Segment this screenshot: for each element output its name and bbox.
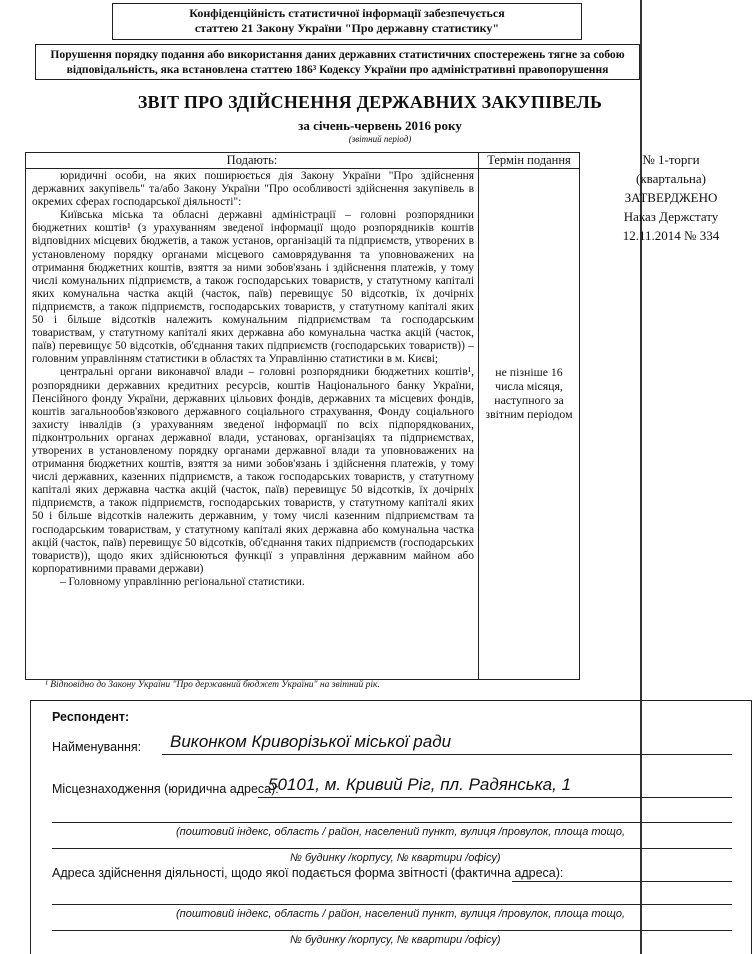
name-underline: [162, 754, 732, 755]
actual-address-label: Адреса здійснення діяльності, щодо якої подається форма звітності (фактична адреса):: [52, 866, 564, 880]
form-number: № 1-торги: [642, 152, 700, 167]
address-line: [52, 822, 732, 823]
deadline-text: не пізніше 16 числа місяця, наступного за звітним періодом: [485, 365, 573, 421]
submitters-paragraph: юридичні особи, на яких поширюється дія Закону України "Про здійснення державних закупівель" та/або Закону України "Про особливості здійснення закупівель в окремих сферах господарської діяльності":: [32, 170, 474, 209]
address-line: [52, 904, 732, 905]
location-label: Місцезнаходження (юридична адреса):: [52, 782, 279, 796]
liability-line2: відповідальність, яка встановлена статтею 186³ Кодексу України про адміністративні правопорушення: [66, 63, 609, 76]
location-field[interactable]: 50101, м. Кривий Ріг, пл. Радянська, 1: [268, 775, 572, 794]
form-frequency: (квартальна): [636, 171, 706, 186]
liability-box: [35, 44, 640, 80]
respondent-heading: Респондент:: [52, 710, 130, 724]
column-header-submitters: Подають:: [226, 153, 278, 167]
confidentiality-line2: статтею 21 Закону України "Про державну статистику": [194, 21, 500, 35]
address-line: [52, 848, 732, 849]
form-date: 12.11.2014 № 334: [622, 228, 720, 243]
address-line: [52, 930, 732, 931]
submitters-paragraph: – Головному управлінню регіональної статистики.: [60, 575, 305, 588]
address-hint: (поштовий індекс, область / район, населений пункт, вулиця /провулок, площа тощо,: [176, 908, 626, 920]
column-divider: [478, 153, 479, 679]
liability-line1: Порушення порядку подання або використання даних державних статистичних спостережень тягне за собою: [50, 48, 625, 61]
address-hint: № будинку /корпусу, № квартири /офісу): [290, 852, 501, 864]
actual-address-underline: [512, 881, 732, 882]
submitters-paragraph: Київська міська та обласні державні адміністрації – головні розпорядники бюджетних коштів¹ (з урахуванням зведеної інформації щодо розпорядників коштів відповідних місцевих бюджетів, а також установ, організацій та підприємств, утворених в установленому порядку органами місцевого самоврядування та уповноважених на отримання бюджетних коштів, взяття за ними зобов'язань і здійснення платежів, у тому числі комунальних підприємств, а також господарських товариств, у статутному капіталі яких комунальна частка акцій (часток, паїв) перевищує 50 відсотків, їх дочірніх підприємств, а також підприємств, господарських товариств, у статутному капіталі яких 50 і більше відсотків належить комунальним підприємствам та господарським товариствам, у статутному капіталі яких державна або комунальна частка акцій (часток, паїв) перевищує 50 відсотків, об'єднання таких підприємств (господарських товариств)) – головним управлінням статистики в областях та Управлінню статистики в м. Києві;: [32, 209, 474, 366]
report-period: за січень-червень 2016 року: [298, 118, 462, 133]
name-field[interactable]: Виконком Криворізької міської ради: [170, 732, 452, 751]
form-order: Наказ Держстату: [623, 209, 719, 224]
submitters-paragraph: центральні органи виконавчої влади – головні розпорядники бюджетних коштів¹, розпорядники державних кредитних ресурсів, коштів Національного банку України, Пенсійного фонду України, державних цільових фондів, державних та місцевих фондів, коштів загальнообов'язкового державного соціального страхування, Фонду соціального захисту інвалідів (з урахуванням зведеної інформації по всіх підпорядкованих, підконтрольних органах державної влади, установах, організаціях та підприємствах, утворених в установленому порядку органами державної влади та уповноважених на отримання бюджетних коштів, взяття за ними зобов'язань і здійснення платежів, у тому числі державних, казенних підприємств, а також господарських товариств, у статутному капіталі яких державна частка акцій (часток, паїв) перевищує 50 відсотків, їх дочірніх підприємств, а також підприємств, господарських товариств, у статутному капіталі яких 50 і більше відсотків належить державним, у тому числі казенним підприємствам та господарським товариствам, у статутному капіталі яких державна або комунальна частка акцій (часток, паїв) перевищує 50 відсотків, об'єднання таких підприємств (господарських товариств)), щодо яких здійснюються функції з управління державним майном або корпоративними правами держави): [32, 366, 474, 575]
submitters-text: [32, 170, 474, 589]
report-title: ЗВІТ ПРО ЗДІЙСНЕННЯ ДЕРЖАВНИХ ЗАКУПІВЕЛЬ: [137, 92, 603, 112]
footnote: ¹ Відповідно до Закону України "Про державний бюджет України" на звітний рік.: [45, 680, 380, 690]
confidentiality-line1: Конфіденційність статистичної інформації забезпечується: [189, 6, 505, 20]
report-period-note: (звітний період): [348, 134, 412, 144]
form-approved: ЗАТВЕРДЖЕНО: [624, 190, 718, 205]
address-hint: (поштовий індекс, область / район, населений пункт, вулиця /провулок, площа тощо,: [176, 826, 626, 838]
name-label: Найменування:: [52, 740, 142, 754]
form-info: [596, 150, 746, 245]
submitters-table: [25, 152, 580, 680]
location-underline: [258, 797, 732, 798]
confidentiality-box: [112, 3, 582, 40]
address-hint: № будинку /корпусу, № квартири /офісу): [290, 934, 501, 946]
column-header-deadline: Термін подання: [487, 153, 571, 167]
